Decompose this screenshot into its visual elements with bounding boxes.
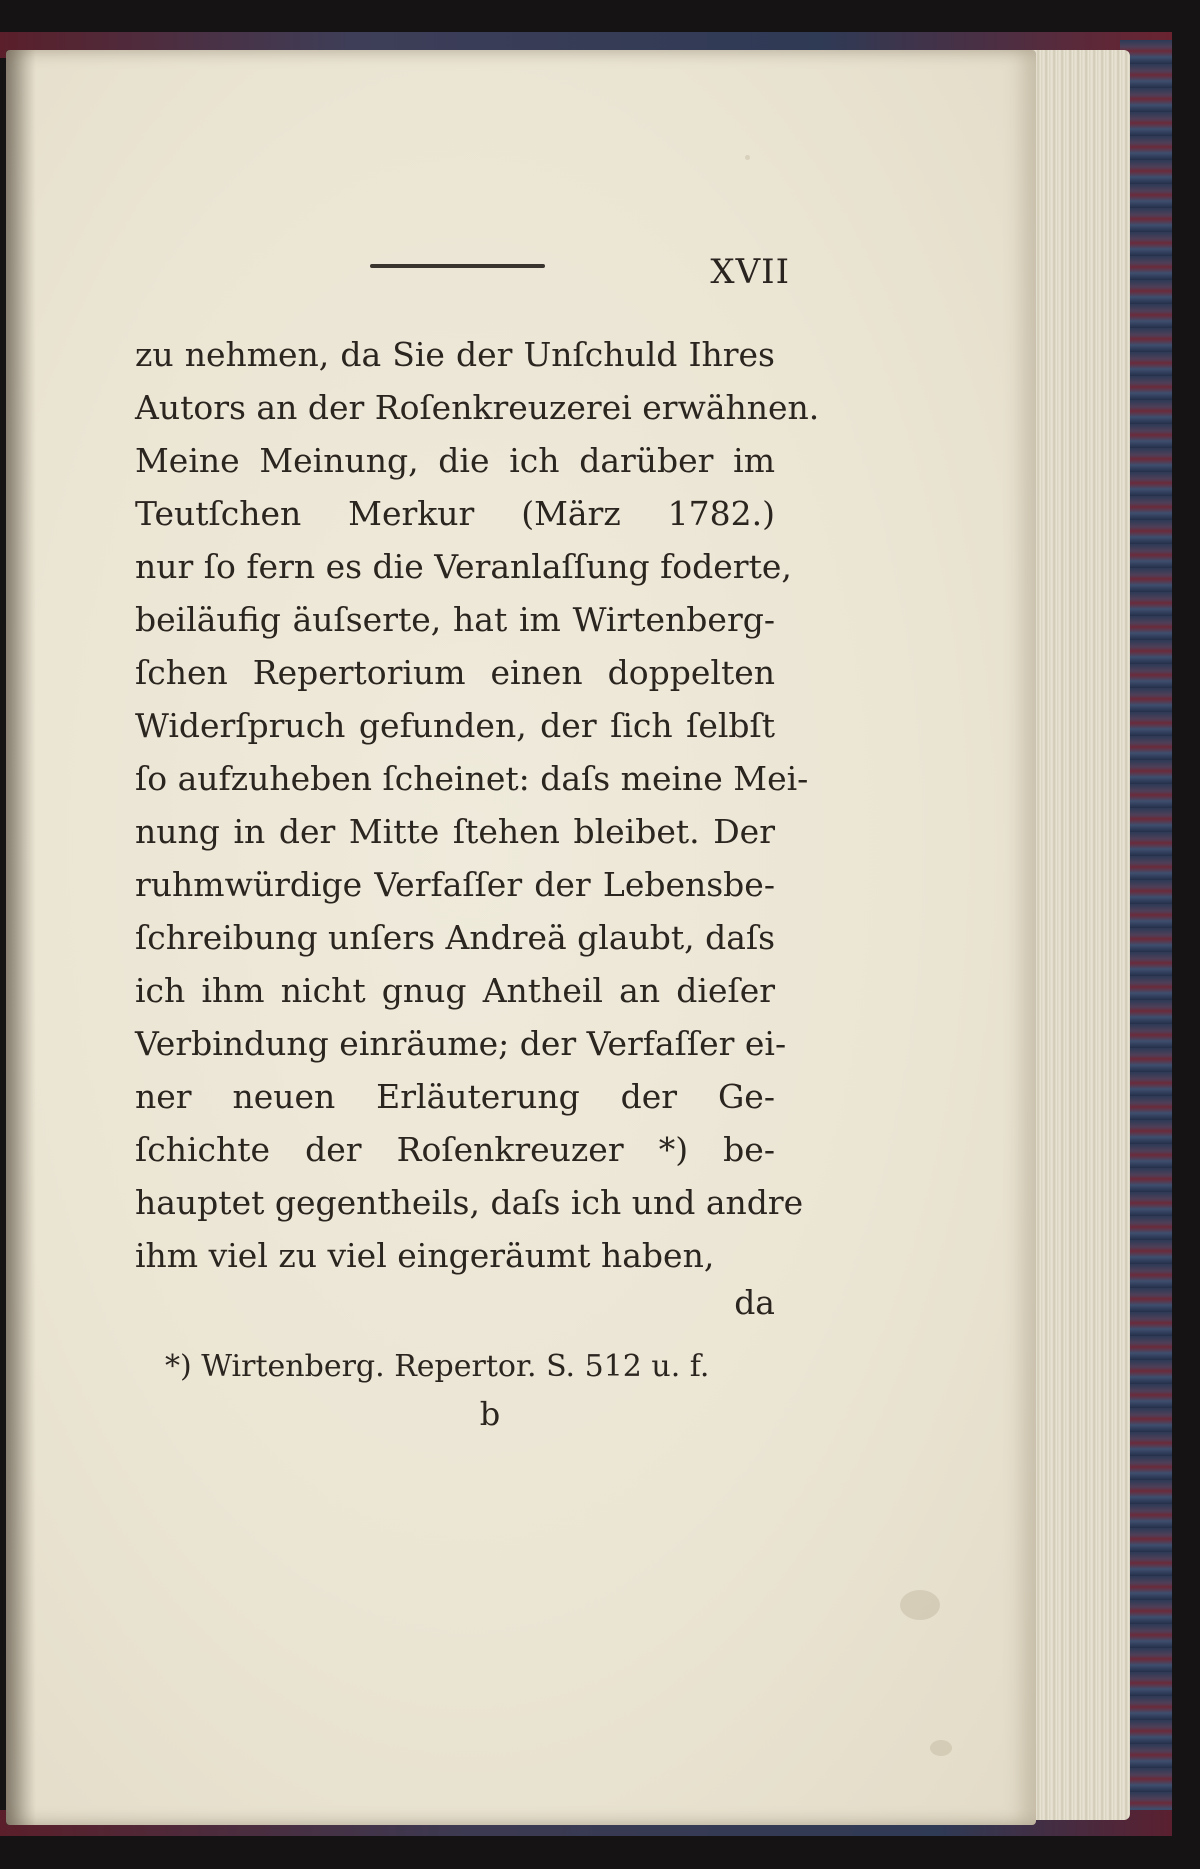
foxing-spot — [930, 1740, 952, 1756]
text-line: nur ſo fern es die Veranlaſſung foderte, — [135, 547, 792, 586]
header-rule — [370, 264, 545, 268]
text-line: Widerſpruch gefunden, der ſich ſelbſt — [135, 706, 775, 745]
text-line: hauptet gegentheils, daſs ich und andre — [135, 1183, 804, 1222]
text-line: zu nehmen, da Sie der Unſchuld Ihres — [135, 335, 775, 374]
foxing-spot — [900, 1590, 940, 1620]
gutter-shadow — [6, 50, 36, 1825]
text-line: nung in der Mitte ſtehen bleibet. Der — [135, 812, 775, 851]
text-line: ner neuen Erläuterung der Ge- — [135, 1077, 775, 1116]
text-line: beiläufig äuſserte, hat im Wirtenberg- — [135, 600, 775, 639]
text-line: ruhmwürdige Verfaſſer der Lebensbe- — [135, 865, 775, 904]
page-number: XVII — [710, 252, 790, 292]
footnote: *) Wirtenberg. Repertor. S. 512 u. f. — [165, 1349, 710, 1384]
text-line: Teutſchen Merkur (März 1782.) — [135, 494, 775, 533]
text-line: ſo aufzuheben ſcheinet: daſs meine Mei- — [135, 759, 809, 798]
body-text — [135, 328, 820, 1282]
text-line: ſchreibung unſers Andreä glaubt, daſs — [135, 918, 776, 957]
text-line: ich ihm nicht gnug Antheil an dieſer — [135, 971, 775, 1010]
catchword: da — [734, 1283, 775, 1322]
text-line: Meine Meinung, die ich darüber im — [135, 441, 775, 480]
text-line: Autors an der Roſenkreuzerei erwähnen. — [135, 388, 820, 427]
text-line: Verbindung einräume; der Verfaſſer ei- — [135, 1024, 787, 1063]
text-line: ihm viel zu viel eingeräumt haben, — [135, 1236, 715, 1275]
foxing-spot — [745, 155, 750, 160]
text-line: ſchen Repertorium einen doppelten — [135, 653, 775, 692]
text-line: ſchichte der Roſenkreuzer *) be- — [135, 1130, 775, 1169]
page-block-fore-edge — [1025, 50, 1130, 1820]
signature-mark: b — [479, 1395, 501, 1433]
